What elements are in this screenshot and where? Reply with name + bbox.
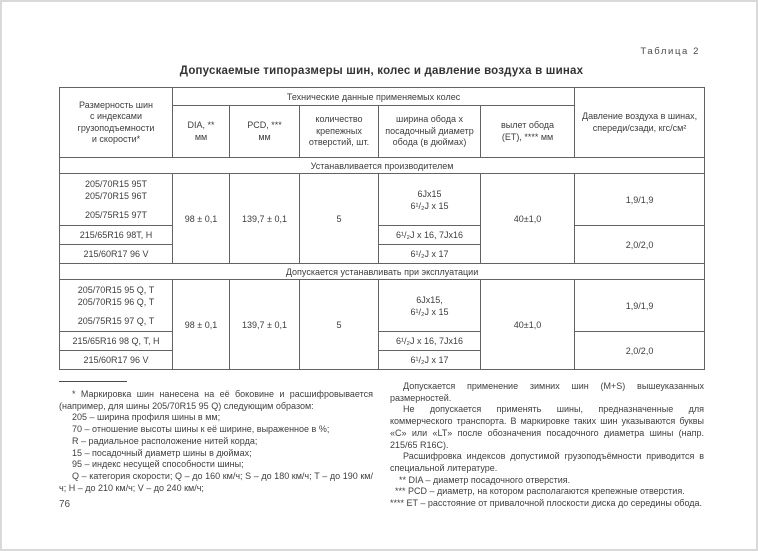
header-rim-line: ширина обода х xyxy=(396,114,463,125)
page-number: 76 xyxy=(59,499,71,510)
footnote-pcd-definition: *** PCD – диаметр, на котором располагаются крепежные отверстия. xyxy=(395,486,685,497)
rim-size-cell: 6¹/₂J x 16, 7Jx16 xyxy=(379,332,481,351)
header-rim-size xyxy=(379,106,481,158)
header-et-line: вылет обода xyxy=(501,120,555,130)
footnote-item: 70 – отношение высоты шины к её ширине, выраженное в %; xyxy=(72,424,330,435)
rim-size-cell xyxy=(379,174,481,226)
table-number-label: Таблица 2 xyxy=(640,46,700,57)
header-pcd-line: мм xyxy=(258,131,271,142)
offset-value-cell: 40±1,0 xyxy=(481,280,575,370)
offset-value-cell: 40±1,0 xyxy=(481,174,575,264)
header-et-line: (ET), **** мм xyxy=(501,131,554,142)
header-pcd xyxy=(230,106,300,158)
rim-size-cell: 6¹/₂J x 17 xyxy=(379,245,481,264)
rim-size-value: 6Jx15 xyxy=(417,188,442,199)
tire-size-value: 205/70R15 96 Q, Т xyxy=(77,297,155,307)
tire-size-cell: 215/60R17 96 V xyxy=(60,351,173,370)
section-band-service: Допускается устанавливать при эксплуатации xyxy=(60,264,705,280)
tire-size-cell: 215/60R17 96 V xyxy=(60,245,173,264)
header-wheel-data-group: Технические данные применяемых колес xyxy=(173,88,575,106)
header-pressure-line: спереди/сзади, кгс/см² xyxy=(592,122,687,133)
tire-spec-table xyxy=(59,87,705,370)
footnotes-right-column xyxy=(390,381,704,510)
footnote-item: Q – категория скорости; Q – до 160 км/ч; S – до 180 км/ч; Т – до 190 км/ч; Н – до 210 км/ч; V – до 240 км/ч; xyxy=(59,470,373,493)
footnote-load-index: Расшифровка индексов допустимой грузоподъёмности приводится в специальной литературе. xyxy=(390,451,704,473)
footnote-item: 205 – ширина профиля шины в мм; xyxy=(72,412,221,423)
section-band-factory: Устанавливается производителем xyxy=(60,158,705,174)
header-holes-line: отверстий, шт. xyxy=(308,137,370,148)
footnote-separator-rule xyxy=(59,381,127,382)
tire-size-cell: 215/65R16 98 Q, Т, Н xyxy=(60,332,173,351)
rim-size-value: 6Jx15, xyxy=(416,294,443,305)
tire-size-cell xyxy=(60,174,173,226)
tire-size-value: 205/75R15 97Т xyxy=(84,210,148,220)
footnotes xyxy=(59,381,705,510)
footnote-item: 95 – индекс несущей способности шины; xyxy=(72,459,244,470)
footnote-commercial-tires: Не допускается применять шины, предназначенные для коммерческого транспорта. В маркировке таких шин указываются буквы «С» или «LT» после обозначения посадочного диаметра шины (напр. 215/65 R16C). xyxy=(390,404,704,450)
header-dia-line: мм xyxy=(194,131,208,142)
header-tire-line: с индексами xyxy=(89,111,142,121)
header-offset-et xyxy=(481,106,575,158)
bolt-holes-value-cell: 5 xyxy=(300,174,379,264)
header-tire-line: Размерность шин xyxy=(79,99,153,110)
header-dia-line: DIA, ** xyxy=(187,120,215,130)
footnote-marking-intro: * Маркировка шин нанесена на её боковине и расшифровывается (например, для шины 205/70R15 95 Q) следующим образом: xyxy=(59,389,373,411)
dia-value-cell: 98 ± 0,1 xyxy=(173,280,230,370)
pressure-value-cell: 2,0/2,0 xyxy=(575,332,705,370)
pressure-value-cell: 2,0/2,0 xyxy=(575,226,705,264)
tire-size-value: 205/70R15 95Т xyxy=(84,179,148,189)
rim-size-cell xyxy=(379,280,481,332)
header-holes-line: крепежных xyxy=(316,125,362,136)
pcd-value-cell: 139,7 ± 0,1 xyxy=(230,280,300,370)
footnote-item: R – радиальное расположение нитей корда; xyxy=(72,435,258,446)
tire-size-value: 205/70R15 95 Q, Т xyxy=(77,285,155,295)
footnote-dia-definition: ** DIA – диаметр посадочного отверстия. xyxy=(399,474,571,485)
header-pressure xyxy=(575,88,705,158)
page-title: Допускаемые типоразмеры шин, колес и давление воздуха в шинах xyxy=(179,65,584,77)
footnote-winter-tires: Допускается применение зимних шин (M+S) вышеуказанных размерностей. xyxy=(390,381,704,403)
tire-size-value: 205/75R15 97 Q, Т xyxy=(77,316,155,326)
header-pcd-line: PCD, *** xyxy=(247,120,282,130)
tire-size-cell xyxy=(60,280,173,332)
pressure-value-cell: 1,9/1,9 xyxy=(575,174,705,226)
rim-size-cell: 6¹/₂J x 17 xyxy=(379,351,481,370)
header-holes-line: количество xyxy=(315,114,363,125)
header-rim-line: посадочный диаметр xyxy=(385,125,474,136)
pcd-value-cell: 139,7 ± 0,1 xyxy=(230,174,300,264)
rim-size-value: 6¹/₂J x 15 xyxy=(410,306,449,317)
header-rim-line: обода (в дюймах) xyxy=(392,137,467,148)
dia-value-cell: 98 ± 0,1 xyxy=(173,174,230,264)
rim-size-value: 6¹/₂J x 15 xyxy=(410,200,449,211)
tire-size-cell: 215/65R16 98Т, Н xyxy=(60,226,173,245)
bolt-holes-value-cell: 5 xyxy=(300,280,379,370)
header-tire-line: грузоподъемности xyxy=(77,122,155,133)
rim-size-cell: 6¹/₂J x 16, 7Jx16 xyxy=(379,226,481,245)
header-bolt-holes xyxy=(300,106,379,158)
header-pressure-line: Давление воздуха в шинах, xyxy=(582,111,698,121)
header-tire-line: и скорости* xyxy=(91,134,141,144)
footnote-et-definition: **** ET – расстояние от привалочной плоскости диска до середины обода. xyxy=(390,498,703,509)
tire-size-value: 205/70R15 96Т xyxy=(84,191,148,201)
footnote-item: 15 – посадочный диаметр шины в дюймах; xyxy=(72,447,252,458)
pressure-value-cell: 1,9/1,9 xyxy=(575,280,705,332)
footnotes-left-column xyxy=(59,381,373,510)
header-tire-size xyxy=(60,88,173,158)
header-dia xyxy=(173,106,230,158)
